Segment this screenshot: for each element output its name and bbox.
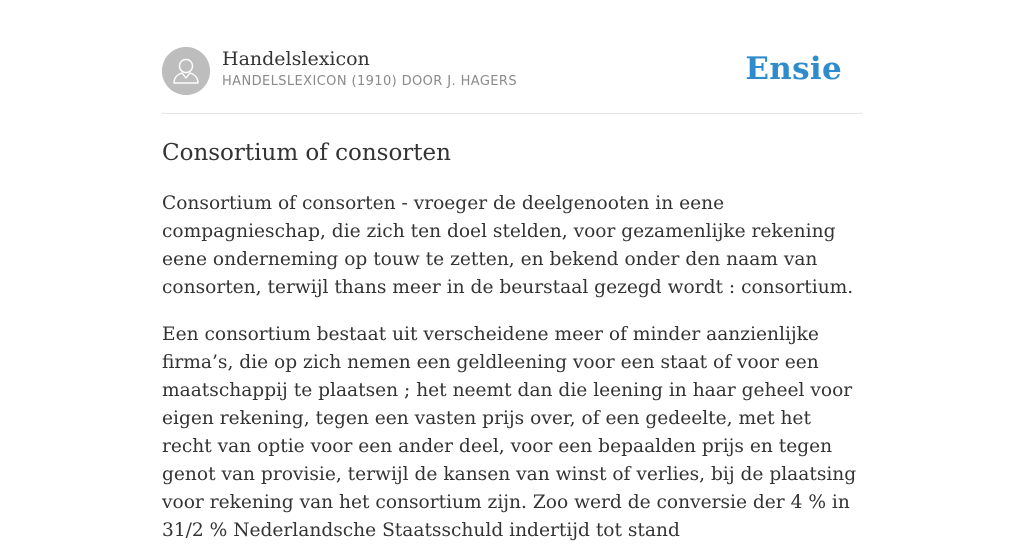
article-paragraph: Consortium of consorten - vroeger de deelgenooten in eene compagnieschap, die zich ten doel stelden, voor gezamenlijke rekening eene onderneming op touw te zetten, en bekend onder den naam van consorten, terwijl thans meer in de beurstaal gezegd wordt : consortium. bbox=[162, 193, 854, 298]
header-divider bbox=[162, 113, 862, 114]
article-paragraph: Een consortium bestaat uit verscheidene meer of minder aanzienlijke firma’s, die op zich nemen een geldleening voor een staat of voor een maatschappij te plaatsen ; het neemt dan die leening in haar geheel voor eigen rekening, tegen een vasten prijs over, of een gedeelte, met het recht van optie voor een ander deel, voor een bepaalden prijs en tegen genot van provisie, terwijl de kansen van winst of verlies, bij de plaatsing voor rekening van het consortium zijn. Zoo werd de conversie der 4 % in 31/2 % Nederlandsche Staatsschuld indertijd tot stand bbox=[162, 324, 857, 541]
ensie-logo[interactable]: Ensie bbox=[745, 51, 842, 87]
article-title: Consortium of consorten bbox=[162, 140, 451, 166]
article-header bbox=[162, 47, 862, 97]
user-icon[interactable] bbox=[162, 47, 210, 95]
source-subtitle[interactable]: HANDELSLEXICON (1910) DOOR J. HAGERS bbox=[222, 74, 517, 89]
source-name[interactable]: Handelslexicon bbox=[222, 48, 370, 70]
